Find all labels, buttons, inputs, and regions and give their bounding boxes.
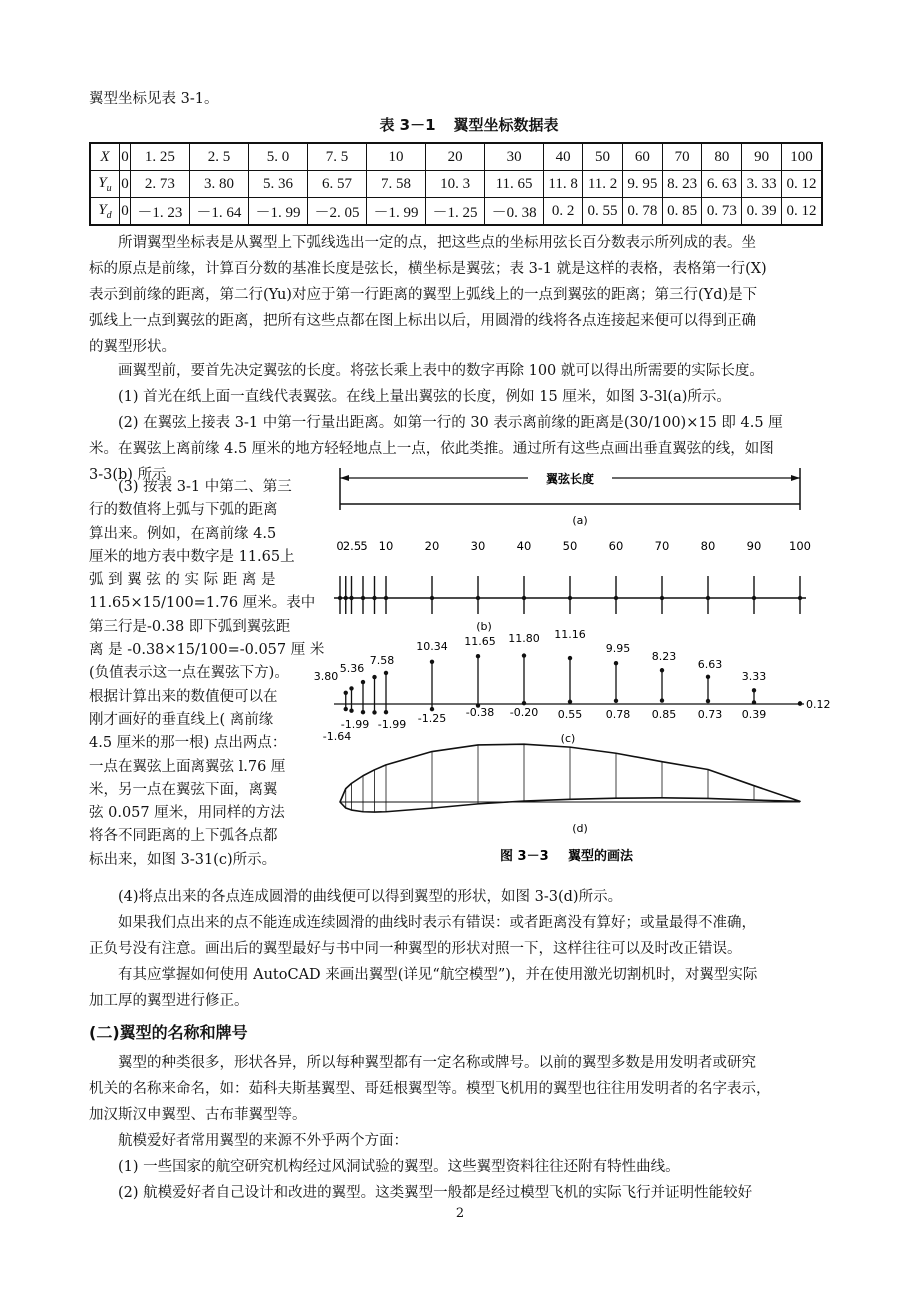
table-cell: 50 bbox=[583, 143, 623, 171]
table-cell: 0. 12 bbox=[782, 198, 823, 226]
table-cell: 0. 55 bbox=[583, 198, 623, 226]
text-line: 第三行是-0.38 即下弧到翼弦距 bbox=[89, 618, 291, 635]
figure-label-a: (a) bbox=[572, 514, 588, 527]
station-point bbox=[706, 596, 710, 600]
station-point bbox=[349, 596, 353, 600]
text-line: 有其应掌握如何使用 AutoCAD 来画出翼型(详见“航空模型”)，并在使用激光切割机时，对翼型实际 bbox=[118, 967, 758, 983]
text-line: 如果我们点出来的点不能连成连续圆滑的曲线时表示有错误：或者距离没有算好；或量最得不准确， bbox=[118, 915, 756, 931]
table-cell: 30 bbox=[485, 143, 544, 171]
lower-point bbox=[361, 710, 365, 714]
text-line: 4.5 厘米的那一根) 点出两点： bbox=[89, 735, 287, 752]
station-point bbox=[476, 596, 480, 600]
text-line: 标出来，如图 3-31(c)所示。 bbox=[89, 851, 277, 868]
station-label: 5 bbox=[360, 539, 368, 553]
table-cell: －1. 25 bbox=[426, 198, 485, 226]
text-line: 弧 到 翼 弦 的 实 际 距 离 是 bbox=[89, 572, 276, 589]
text-line: 的翼型形状。 bbox=[89, 339, 176, 355]
page-number: 2 bbox=[455, 1206, 465, 1221]
lower-offset-label: 0.85 bbox=[651, 708, 677, 721]
text-line: 正负号没有注意。画出后的翼型最好与书中同一种翼型的形状对照一下，这样往往可以及时改正错误。 bbox=[89, 941, 742, 957]
station-label: 10 bbox=[378, 539, 394, 553]
table-title-number: 表 3－1 bbox=[379, 116, 436, 134]
text-line: 翼型的种类很多，形状各异，所以每种翼型都有一定名称或牌号。以前的翼型多数是用发明者或研究 bbox=[118, 1055, 756, 1071]
upper-point bbox=[430, 660, 434, 664]
station-point bbox=[430, 596, 434, 600]
table-cell: 8. 23 bbox=[662, 171, 702, 198]
upper-offset-label: 11.80 bbox=[508, 632, 540, 645]
trailing-edge-label: 0.12 bbox=[806, 698, 830, 711]
station-point bbox=[344, 596, 348, 600]
text-line: 行的数值将上弧与下弧的距离 bbox=[89, 502, 278, 519]
table-cell: 100 bbox=[782, 143, 823, 171]
step-3 bbox=[89, 476, 325, 872]
table-row bbox=[90, 171, 822, 198]
station-label: 20 bbox=[424, 539, 440, 553]
station-label: 0 bbox=[336, 539, 344, 553]
text-line: 机关的名称来命名，如：茹科夫斯基翼型、哥廷根翼型等。模型飞机用的翼型也往往用发明者的名字表示， bbox=[89, 1081, 771, 1097]
table-cell: 3. 33 bbox=[742, 171, 782, 198]
station-point bbox=[752, 596, 756, 600]
upper-point bbox=[361, 680, 365, 684]
table-cell: 10. 3 bbox=[426, 171, 485, 198]
table-cell: 60 bbox=[622, 143, 662, 171]
lower-offset-label: -0.20 bbox=[509, 706, 539, 719]
lower-offset-label: 0.55 bbox=[557, 708, 583, 721]
table-cell: 0. 73 bbox=[702, 198, 742, 226]
lower-point bbox=[384, 710, 388, 714]
station-label: 50 bbox=[562, 539, 578, 553]
station-label: 70 bbox=[654, 539, 670, 553]
lower-offset-label: -1.25 bbox=[417, 712, 447, 725]
text-line: 弦 0.057 厘米，用同样的方法 bbox=[89, 805, 285, 822]
table-cell: －1. 23 bbox=[130, 198, 189, 226]
station-point bbox=[372, 596, 376, 600]
text-line: 米，另一点在翼弦下面，离翼 bbox=[89, 781, 278, 798]
figure-caption-text: 翼型的画法 bbox=[568, 849, 634, 864]
station-point bbox=[361, 596, 365, 600]
table-cell: 7. 58 bbox=[367, 171, 426, 198]
lower-point bbox=[614, 699, 618, 703]
table-cell: 0 bbox=[120, 171, 131, 198]
step-1: (1) 首光在纸上面一直线代表翼弦。在线上量出翼弦的长度，例如 15 厘米，如图 3-3l(a)所示。 bbox=[118, 389, 731, 405]
upper-point bbox=[476, 654, 480, 658]
upper-point bbox=[568, 656, 572, 660]
table-cell: 0. 78 bbox=[622, 198, 662, 226]
upper-offset-label: 11.65 bbox=[464, 635, 496, 648]
text-line: 刚才画好的垂直线上( 离前缘 bbox=[89, 711, 274, 728]
text-line: 所谓翼型坐标表是从翼型上下弧线选出一定的点，把这些点的坐标用弦长百分数表示所列成的表。坐 bbox=[118, 235, 756, 251]
upper-offset-label: 5.36 bbox=[339, 662, 365, 675]
table-cell: 5. 0 bbox=[248, 143, 307, 171]
upper-point bbox=[660, 668, 664, 672]
upper-offset-label: 10.34 bbox=[416, 640, 448, 653]
text-line: 11.65×15/100=1.76 厘米。表中 bbox=[89, 595, 316, 612]
text-line: 弧线上一点到翼弦的距离，把所有这些点都在图上标出以后，用圆滑的线将各点连接起来便可以得到正确 bbox=[89, 313, 756, 329]
station-label: 80 bbox=[700, 539, 716, 553]
upper-point bbox=[344, 691, 348, 695]
arrow-left-icon bbox=[340, 475, 349, 481]
row-header: X bbox=[90, 143, 120, 171]
lower-offset-label: -1.99 bbox=[340, 718, 370, 731]
lower-point bbox=[568, 700, 572, 704]
text-line: 算出来。例如，在离前缘 4.5 bbox=[89, 525, 277, 542]
table-title-text: 翼型坐标数据表 bbox=[453, 116, 559, 134]
section-heading: (二)翼型的名称和牌号 bbox=[89, 1023, 248, 1042]
text-line: 加汉斯汉申翼型、古布菲翼型等。 bbox=[89, 1107, 307, 1123]
table-row bbox=[90, 143, 822, 171]
station-label: 30 bbox=[470, 539, 486, 553]
paragraph-error-check bbox=[89, 910, 756, 962]
upper-offset-label: 3.33 bbox=[741, 670, 767, 683]
table-cell: －2. 05 bbox=[307, 198, 366, 226]
paragraph-sources: 航模爱好者常用翼型的来源不外乎两个方面： bbox=[118, 1133, 408, 1149]
upper-offset-label: 3.80 bbox=[313, 670, 339, 683]
paragraph-airfoil-names bbox=[89, 1050, 771, 1128]
table-cell: －0. 38 bbox=[485, 198, 544, 226]
table-cell: 11. 2 bbox=[583, 171, 623, 198]
text-line: 将各不同距离的上下弧各点都 bbox=[89, 828, 278, 845]
text-line: (3) 按表 3-1 中第二、第三 bbox=[118, 479, 292, 495]
table-cell: 40 bbox=[544, 143, 583, 171]
table-row bbox=[90, 198, 822, 226]
table-cell: 6. 63 bbox=[702, 171, 742, 198]
station-label: 60 bbox=[608, 539, 624, 553]
source-item-1: (1) 一些国家的航空研究机构经过风洞试验的翼型。这些翼型资料往往还附有特性曲线。 bbox=[118, 1159, 680, 1175]
upper-point bbox=[706, 675, 710, 679]
station-point bbox=[522, 596, 526, 600]
station-point bbox=[614, 596, 618, 600]
text-line: 米。在翼弦上离前缘 4.5 厘米的地方轻轻地点上一点，依此类推。通过所有这些点画出垂直翼弦的线，如图 bbox=[89, 441, 774, 457]
lower-offset-label: -1.64 bbox=[322, 730, 352, 743]
lower-point bbox=[430, 707, 434, 711]
station-label: 90 bbox=[746, 539, 762, 553]
table-cell: －1. 99 bbox=[367, 198, 426, 226]
table-cell: 9. 95 bbox=[622, 171, 662, 198]
figure-label-b: (b) bbox=[476, 620, 492, 633]
lower-point bbox=[660, 698, 664, 702]
table-cell: 0 bbox=[120, 143, 131, 171]
figure-label-c: (c) bbox=[560, 732, 576, 745]
figure-label-d: (d) bbox=[572, 822, 588, 835]
upper-point bbox=[614, 661, 618, 665]
upper-offset-label: 9.95 bbox=[605, 642, 631, 655]
paragraph-coordinate-table-explanation bbox=[89, 230, 767, 360]
text-line: 标的原点是前缘，计算百分数的基准长度是弦长，横坐标是翼弦；表 3-1 就是这样的表格，表格第一行(X) bbox=[89, 261, 767, 277]
upper-offset-label: 7.58 bbox=[369, 654, 395, 667]
table-cell: 20 bbox=[426, 143, 485, 171]
upper-point bbox=[384, 671, 388, 675]
table-cell: 3. 80 bbox=[189, 171, 248, 198]
upper-point bbox=[349, 686, 353, 690]
row-header: $Y_u$ bbox=[90, 171, 120, 198]
table-cell: 0. 39 bbox=[742, 198, 782, 226]
lower-point bbox=[522, 701, 526, 705]
lower-offset-label: 0.39 bbox=[741, 708, 767, 721]
table-cell: 7. 5 bbox=[307, 143, 366, 171]
text-line: 3-3(b) 所示。 bbox=[89, 467, 182, 483]
table-cell: 0 bbox=[120, 198, 131, 226]
upper-point bbox=[372, 675, 376, 679]
table-cell: 0. 12 bbox=[782, 171, 823, 198]
row-header: $Y_d$ bbox=[90, 198, 120, 226]
station-point bbox=[384, 596, 388, 600]
table-cell: 2. 73 bbox=[130, 171, 189, 198]
text-line: 离 是 -0.38×15/100=-0.057 厘 米 bbox=[89, 642, 325, 659]
chord-length-label: 翼弦长度 bbox=[545, 472, 595, 486]
arrow-right-icon bbox=[791, 475, 800, 481]
table-cell: 1. 25 bbox=[130, 143, 189, 171]
table-cell: 6. 57 bbox=[307, 171, 366, 198]
text-line: 表示到前缘的距离，第二行(Yu)对应于第一行距离的翼型上弧线上的一点到翼弦的距离；第三行(Yd)是下 bbox=[89, 287, 758, 303]
text-line: 一点在翼弦上面离翼弦 l.76 厘 bbox=[89, 758, 286, 775]
table-cell: 70 bbox=[662, 143, 702, 171]
step-4: (4)将点出来的各点连成圆滑的曲线便可以得到翼型的形状，如图 3-3(d)所示。 bbox=[118, 889, 623, 905]
table-cell: 0. 2 bbox=[544, 198, 583, 226]
station-label: 40 bbox=[516, 539, 532, 553]
station-point bbox=[798, 596, 802, 600]
text-line: 根据计算出来的数值便可以在 bbox=[89, 688, 278, 705]
station-label: 100 bbox=[789, 539, 811, 553]
table-cell: 11. 65 bbox=[485, 171, 544, 198]
upper-offset-label: 11.16 bbox=[554, 628, 586, 641]
station-point bbox=[338, 596, 342, 600]
station-point bbox=[660, 596, 664, 600]
table-cell: 11. 8 bbox=[544, 171, 583, 198]
table-cell: 80 bbox=[702, 143, 742, 171]
table-title bbox=[0, 114, 920, 135]
lower-point bbox=[372, 710, 376, 714]
airfoil-coordinate-table bbox=[89, 142, 823, 226]
table-cell: 2. 5 bbox=[189, 143, 248, 171]
lower-offset-label: -0.38 bbox=[465, 706, 495, 719]
table-cell: 0. 85 bbox=[662, 198, 702, 226]
table-cell: 10 bbox=[367, 143, 426, 171]
lower-offset-label: -1.99 bbox=[377, 718, 407, 731]
intro-text: 翼型坐标见表 3-1。 bbox=[89, 91, 219, 107]
table-cell: 5. 36 bbox=[248, 171, 307, 198]
text-line: 厘米的地方表中数字是 11.65上 bbox=[89, 548, 295, 565]
airfoil-drawing-figure bbox=[312, 460, 830, 870]
lower-offset-label: 0.78 bbox=[605, 708, 631, 721]
table-cell: 90 bbox=[742, 143, 782, 171]
source-item-2: (2) 航模爱好者自己设计和改进的翼型。这类翼型一般都是经过模型飞机的实际飞行并证明性能较好 bbox=[118, 1185, 753, 1201]
paragraph-autocad bbox=[89, 962, 757, 1014]
lower-point bbox=[706, 699, 710, 703]
text-line: (2) 在翼弦上接表 3-1 中第一行量出距离。如第一行的 30 表示离前缘的距离是(30/100)×15 即 4.5 厘 bbox=[118, 415, 783, 431]
table-cell: －1. 99 bbox=[248, 198, 307, 226]
lower-offset-label: 0.73 bbox=[697, 708, 723, 721]
lower-point bbox=[349, 709, 353, 713]
upper-point bbox=[752, 688, 756, 692]
station-point bbox=[568, 596, 572, 600]
text-line: (负值表示这一点在翼弦下方)。 bbox=[89, 665, 289, 682]
upper-point bbox=[522, 653, 526, 657]
text-line: 加工厚的翼型进行修正。 bbox=[89, 993, 249, 1009]
upper-offset-label: 8.23 bbox=[651, 650, 677, 663]
station-label: 2.5 bbox=[342, 539, 362, 553]
paragraph-chord-length: 画翼型前，要首先决定翼弦的长度。将弦长乘上表中的数字再除 100 就可以得出所需要的实际长度。 bbox=[118, 363, 764, 379]
figure-caption-number: 图 3－3 bbox=[500, 849, 549, 864]
upper-offset-label: 6.63 bbox=[697, 658, 723, 671]
table-cell: －1. 64 bbox=[189, 198, 248, 226]
lower-point bbox=[344, 707, 348, 711]
